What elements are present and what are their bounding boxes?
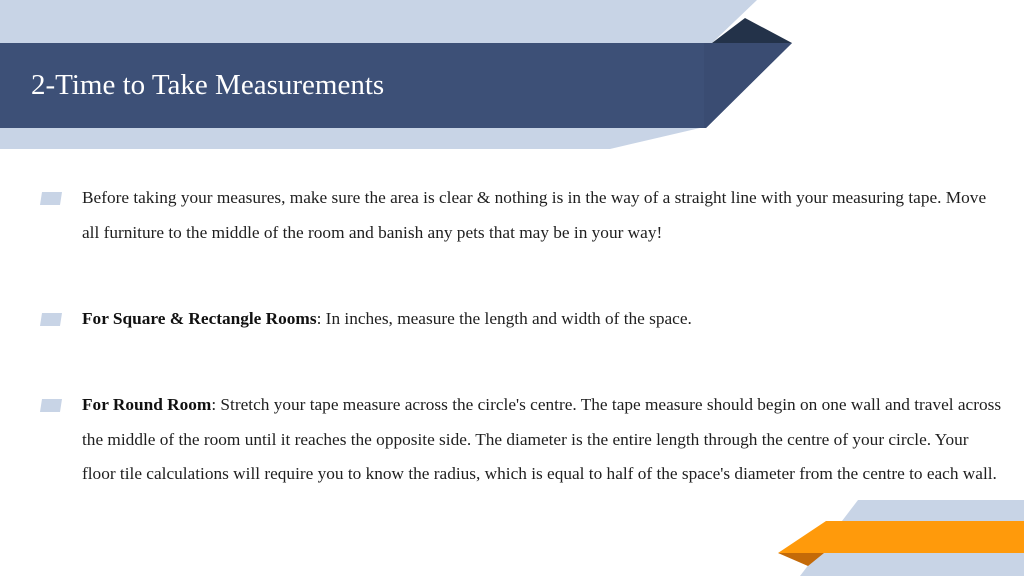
bullet-marker xyxy=(40,313,62,326)
bullet-marker xyxy=(40,192,62,205)
list-item xyxy=(82,181,1004,250)
banner-edge xyxy=(704,43,792,128)
bottom-right-orange-band xyxy=(778,521,1024,553)
list-item-text: : In inches, measure the length and width of the space. xyxy=(316,309,692,328)
list-item-text: : Stretch your tape measure across the circle's centre. The tape measure should begin on one wall and travel across the middle of the room until it reaches the opposite side. The diameter is the entire length through the centre of your circle. Your floor tile calculations will require you to know the radius, which is equal to half of the space's diameter from the centre to each wall. xyxy=(82,395,1002,483)
list-item-text: Before taking your measures, make sure the area is clear & nothing is in the way of a straight line with your measuring tape. Move all furniture to the middle of the room and banish any pets that may be in your way! xyxy=(82,188,987,242)
bullet-marker xyxy=(40,399,62,412)
list-item-bold: For Round Room xyxy=(82,395,212,414)
list-item-bold: For Square & Rectangle Rooms xyxy=(82,309,317,328)
list-item xyxy=(82,302,1004,337)
bottom-light-band xyxy=(0,128,700,149)
top-light-band xyxy=(0,0,757,43)
list-item xyxy=(82,388,1004,492)
page-title: 2-Time to Take Measurements xyxy=(31,69,385,101)
